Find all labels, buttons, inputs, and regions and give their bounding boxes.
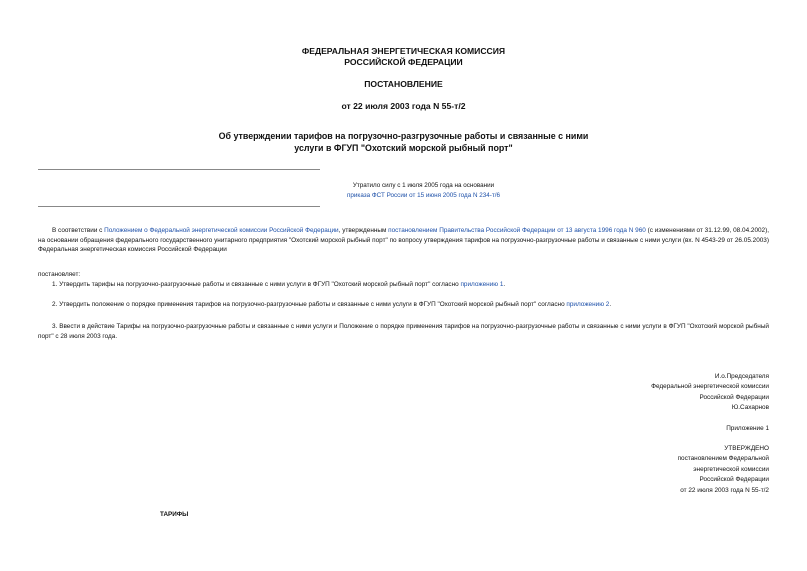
doc-date-label: от 22 июля 2003 года N 55-т/2 <box>341 101 466 111</box>
preamble-text-1: В соответствии с <box>52 227 105 234</box>
item-1-tail: . <box>503 281 506 288</box>
approval-line-2: энергетической комиссии <box>693 465 769 473</box>
approval-line-3: Российской Федерации <box>699 476 769 484</box>
title-line-1: Об утверждении тарифов на погрузочно-разгрузочные работы и связанные с ними <box>218 131 589 141</box>
revocation-notice <box>0 181 807 201</box>
issuer-line-1: ФЕДЕРАЛЬНАЯ ЭНЕРГЕТИЧЕСКАЯ КОМИССИЯ <box>301 46 506 56</box>
signature-line-1: И.о.Председателя <box>714 373 769 380</box>
signature-block <box>509 372 769 414</box>
preamble-paragraph <box>38 226 769 255</box>
government-decree-link[interactable]: постановлением Правительства Российской Федерации от 13 августа 1996 года N 960 <box>388 227 646 234</box>
section-heading: ТАРИФЫ <box>160 511 189 518</box>
divider-top <box>38 169 320 170</box>
appendix-2-link[interactable]: приложению 2 <box>566 301 610 308</box>
approval-line-4: от 22 июля 2003 года N 55-т/2 <box>680 486 769 494</box>
signature-line-2: Федеральной энергетической комиссии <box>651 383 769 391</box>
doc-type-label: ПОСТАНОВЛЕНИЕ <box>364 79 443 89</box>
approved-label: УТВЕРЖДЕНО <box>724 445 769 452</box>
list-item-1 <box>38 280 769 290</box>
preamble-text-3: (с изменениями от 31.12.99, 08.04.2002), на основании обращения федерального государственного унитарного предприятия "Охотский морской рыбный порт" по вопросу утверждения тарифов на погрузочно-разгрузочные работы и связанные с ними услуги (вх. N 4543-29 от 26.05.2003) Федеральная энергетическая комиссия Российской Федерации <box>38 227 770 254</box>
item-2-text: 2. Утвердить положение о порядке применения тарифов на погрузочно-разгрузочные работы и связанные с ними услуги в ФГУП "Охотский морской рыбный порт" согласно <box>52 301 567 308</box>
item-2-tail: . <box>609 301 612 308</box>
list-item-3 <box>38 322 769 341</box>
divider-bottom <box>38 206 320 207</box>
list-item-2 <box>38 300 769 310</box>
revocation-link[interactable]: приказа ФСТ России от 15 июня 2005 года N 234-т/6 <box>347 192 500 199</box>
document-title <box>0 130 807 154</box>
preamble-text-2: , утвержденным <box>338 227 389 234</box>
approval-line-1: постановлением Федеральной <box>677 455 769 463</box>
issuer-line-2: РОССИЙСКОЙ ФЕДЕРАЦИИ <box>344 57 463 67</box>
doc-date <box>0 101 807 112</box>
item-3-text: 3. Ввести в действие Тарифы на погрузочно-разгрузочные работы и связанные с ними услуги и Положение о порядке применения тарифов на погрузочно-разгрузочные работы и связанные с ними услуги в ФГУП "Охотский морской рыбный порт" с 28 июля 2003 года. <box>38 323 769 340</box>
signature-line-3: Российской Федерации <box>699 393 769 401</box>
doc-type <box>0 79 807 90</box>
signature-name: Ю.Сахарнов <box>731 404 769 412</box>
appendix-1-link[interactable]: приложению 1 <box>460 281 504 288</box>
appendix-label: Приложение 1 <box>726 425 769 432</box>
item-1-text: 1. Утвердить тарифы на погрузочно-разгрузочные работы и связанные с ними услуги в ФГУП "Охотский морской рыбный порт" согласно <box>52 281 461 288</box>
resolves-label: постановляет: <box>38 271 81 278</box>
approval-block <box>509 444 769 496</box>
title-line-2: услуги в ФГУП "Охотский морской рыбный порт" <box>294 143 513 153</box>
regulation-link[interactable]: Положением о Федеральной энергетической комиссии Российской Федерации <box>104 227 339 234</box>
revocation-text: Утратило силу с 1 июля 2005 года на основании <box>352 182 495 189</box>
issuer-block <box>0 46 807 68</box>
